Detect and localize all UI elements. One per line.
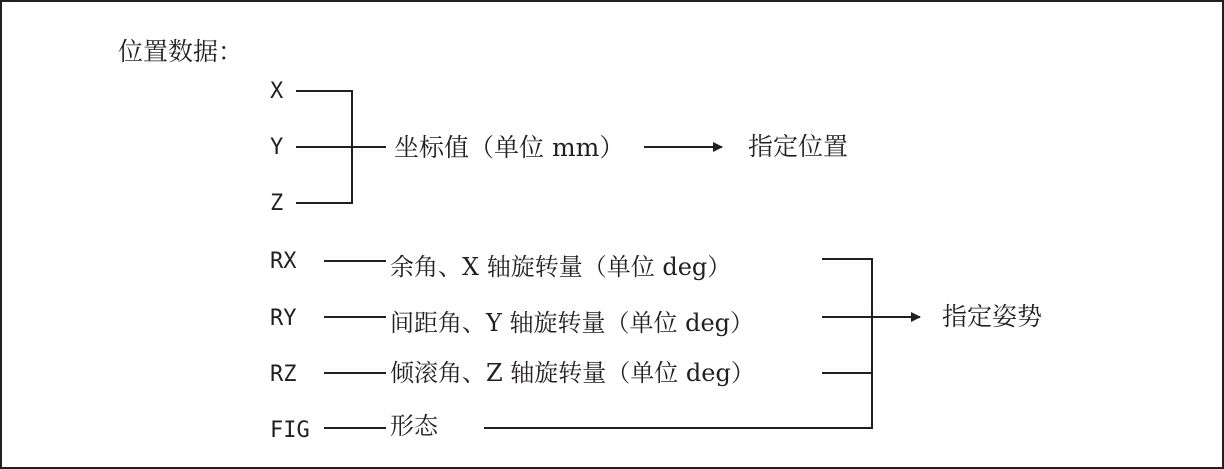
ry-label: RY: [270, 306, 297, 331]
axis-x-label: X: [270, 79, 284, 104]
ry-description: 间距角、Y 轴旋转量（单位 deg）: [390, 309, 755, 337]
rz-label: RZ: [270, 362, 297, 387]
rz-description: 倾滚角、Z 轴旋转量（单位 deg）: [390, 359, 755, 387]
rx-label: RX: [270, 249, 297, 274]
position-description: 坐标值（单位 mm）: [394, 133, 625, 162]
fig-label: FIG: [270, 418, 310, 443]
axis-z-label: Z: [270, 191, 284, 216]
position-result: 指定位置: [748, 132, 849, 161]
fig-description: 形态: [390, 412, 438, 440]
posture-result: 指定姿势: [942, 302, 1043, 331]
diagram-title: 位置数据：: [118, 37, 244, 66]
axis-y-label: Y: [270, 135, 284, 160]
rx-description: 余角、X 轴旋转量（单位 deg）: [390, 253, 732, 281]
connector-lines: [2, 2, 1224, 469]
